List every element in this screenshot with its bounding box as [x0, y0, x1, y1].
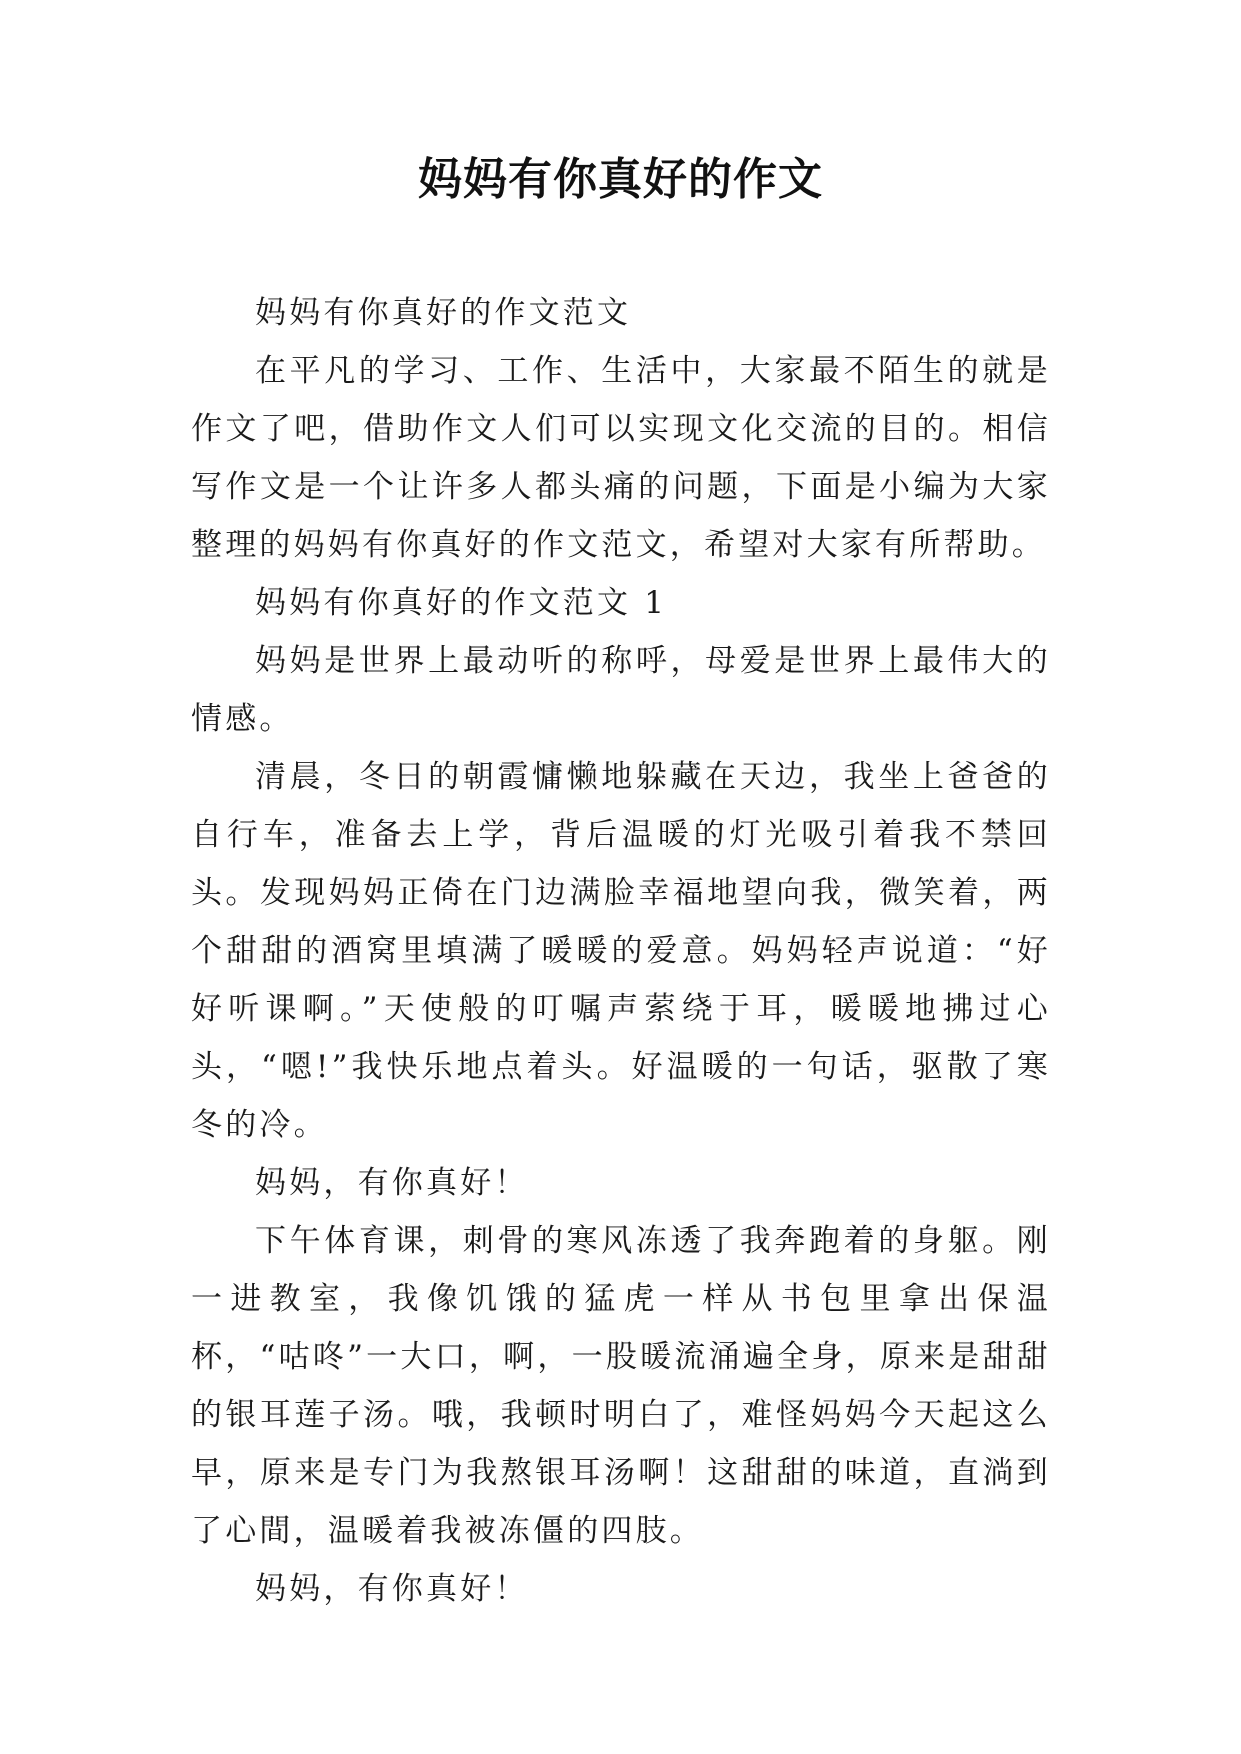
body-paragraph: 下午体育课，刺骨的寒风冻透了我奔跑着的身躯。刚一进教室，我像饥饿的猛虎一样从书包里拿出保温杯，“咕咚”一大口，啊，一股暖流涌遍全身，原来是甜甜的银耳莲子汤。哦，我顿时明白了，难怪妈妈今天起这么早，原来是专门为我熬银耳汤啊！这甜甜的味道，直淌到了心間，温暖着我被冻僵的四肢。	[191, 1223, 1051, 1549]
intro-paragraph: 在平凡的学习、工作、生活中，大家最不陌生的就是作文了吧，借助作文人们可以实现文化交流的目的。相信写作文是一个让许多人都头痛的问题，下面是小编为大家整理的妈妈有你真好的作文范文，希望对大家有所帮助。	[191, 353, 1051, 563]
section-heading-1: 妈妈有你真好的作文范文 1	[255, 585, 668, 621]
document-body	[191, 284, 1051, 1618]
document-title: 妈妈有你真好的作文	[418, 154, 823, 205]
body-paragraph: 妈妈是世界上最动听的称呼，母爱是世界上最伟大的情感。	[191, 643, 1051, 737]
refrain-paragraph: 妈妈，有你真好！	[255, 1165, 529, 1201]
body-paragraph: 清晨，冬日的朝霞慵懒地躲藏在天边，我坐上爸爸的自行车，准备去上学，背后温暖的灯光吸引着我不禁回头。发现妈妈正倚在门边满脸幸福地望向我，微笑着，两个甜甜的酒窝里填满了暖暖的爱意。妈妈轻声说道：“好好听课啊。”天使般的叮嘱声萦绕于耳，暖暖地拂过心头，“嗯!”我快乐地点着头。好温暖的一句话，驱散了寒冬的冷。	[191, 759, 1051, 1143]
subtitle-paragraph: 妈妈有你真好的作文范文	[255, 295, 632, 331]
refrain-paragraph: 妈妈，有你真好！	[255, 1571, 529, 1607]
